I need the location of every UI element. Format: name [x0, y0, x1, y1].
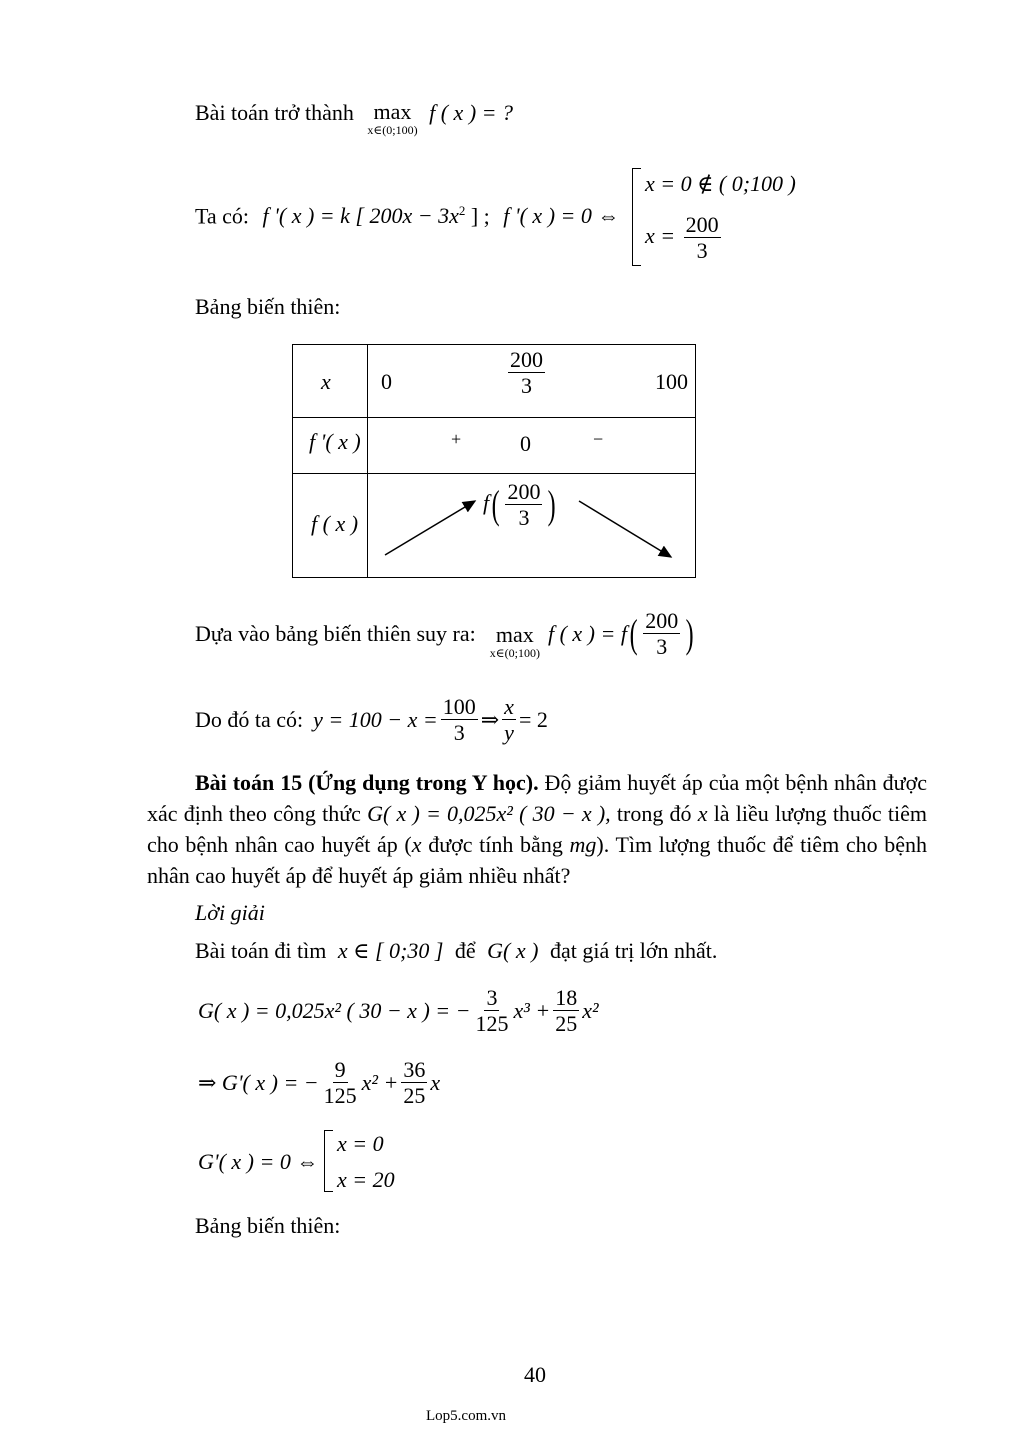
- expression: x³ +: [513, 997, 551, 1023]
- case-1: [645, 171, 796, 197]
- text: ). Tìm lượng thuốc để tiêm cho bệnh nhân cao huyết áp để huyết áp giảm nhiều nhất?: [147, 832, 928, 888]
- x-start: 0: [381, 369, 392, 394]
- max-subscript: x∈(0;100): [367, 123, 418, 138]
- denominator: 125: [323, 1083, 357, 1109]
- problem-restatement: [195, 100, 513, 136]
- result: = 2: [518, 706, 548, 732]
- max-label: max: [495, 621, 534, 647]
- text: x = 0 ∉ ( 0;100 ): [645, 171, 796, 196]
- denominator: 3: [518, 505, 530, 531]
- numerator: 18: [555, 985, 578, 1010]
- domain-expr: x ∈ [ 0;30 ]: [337, 938, 444, 963]
- f-label: f: [483, 489, 490, 515]
- denominator: 3: [696, 238, 708, 264]
- max-operator: [367, 100, 417, 136]
- text: được tính bằng: [428, 832, 563, 857]
- text: trong đó: [616, 801, 692, 826]
- max-subscript: x∈(0;100): [489, 645, 540, 660]
- text: để: [454, 938, 476, 963]
- G-expansion: [198, 985, 599, 1037]
- fraction: [401, 1057, 427, 1109]
- expression: x: [430, 1069, 441, 1095]
- unit: mg: [569, 832, 597, 857]
- x-end: 100: [655, 369, 688, 394]
- sup: 2: [458, 203, 466, 218]
- problem-title: Bài toán 15 (Ứng dụng trong Y học).: [195, 770, 539, 795]
- variation-arrows: [293, 473, 695, 577]
- x-critical: [508, 347, 545, 399]
- expression: y = 100 − x =: [313, 706, 438, 732]
- increasing-arrow-icon: [385, 501, 475, 555]
- max-operator: [490, 623, 540, 659]
- variable: x: [411, 832, 422, 857]
- formula: G( x ) = 0,025x² ( 30 − x ),: [367, 801, 611, 826]
- variation-table: [292, 344, 696, 578]
- G-derivative: [198, 1057, 440, 1109]
- row-label-f: f ( x ): [311, 511, 359, 536]
- bracket-end: ] ;: [470, 203, 490, 229]
- numerator: 3: [486, 985, 498, 1010]
- numerator: 9: [334, 1057, 346, 1082]
- numerator: x: [504, 694, 514, 719]
- text: Bài toán trở thành: [195, 100, 354, 125]
- denominator: 3: [521, 373, 532, 399]
- denominator: 3: [656, 634, 668, 660]
- row-label-x: x: [321, 369, 331, 394]
- expression: f ( x ) = ?: [429, 100, 513, 125]
- derivative-zero: f '( x ) = 0 ⇔: [503, 203, 620, 229]
- numerator: 200: [685, 212, 719, 237]
- footer-site: Lop5.com.vn: [426, 1408, 506, 1424]
- denominator: 3: [453, 720, 465, 746]
- denominator: 25: [555, 1011, 578, 1037]
- implies: ⇒: [480, 706, 500, 732]
- variation-table-label: Bảng biến thiên:: [195, 294, 341, 319]
- text: Độ giảm huyết áp của một bệnh nhân được xác định theo công thức: [147, 770, 928, 826]
- numerator: 200: [510, 347, 543, 372]
- case-2: x = 20: [337, 1167, 395, 1192]
- text: x =: [645, 222, 676, 248]
- paren: (: [629, 610, 638, 656]
- case-bracket: [324, 1130, 325, 1192]
- goal-line: [195, 938, 717, 964]
- denominator: 25: [403, 1083, 426, 1109]
- numerator: 200: [507, 479, 541, 504]
- max-label: max: [373, 99, 412, 124]
- case-bracket: [632, 168, 633, 266]
- decreasing-arrow-icon: [579, 501, 671, 557]
- variation-table-label: Bảng biến thiên:: [195, 1213, 341, 1238]
- paren: (: [491, 481, 500, 527]
- sign-minus: −: [593, 429, 604, 449]
- variable: x: [697, 801, 708, 826]
- text: là liều lượng thuốc tiêm cho bệnh nhân cao huyết áp (: [147, 801, 928, 857]
- sign-zero: 0: [520, 431, 531, 456]
- expression: x²: [582, 997, 599, 1023]
- text: Dựa vào bảng biến thiên suy ra:: [195, 620, 476, 646]
- case-2: [645, 212, 724, 264]
- fraction: [322, 1057, 359, 1109]
- numerator: 200: [645, 608, 679, 633]
- paren: ): [548, 481, 557, 527]
- fraction: [553, 985, 579, 1037]
- text: Bài toán đi tìm: [195, 938, 327, 963]
- fraction: [441, 694, 478, 746]
- numerator: 36: [403, 1057, 426, 1082]
- text: Ta có:: [195, 203, 250, 229]
- fraction: [473, 985, 510, 1037]
- row-label-fprime: f '( x ): [309, 429, 361, 454]
- denominator: y: [504, 720, 514, 746]
- function: G( x ): [487, 938, 539, 963]
- derivative-line: [195, 203, 619, 229]
- table-row-line: [293, 417, 695, 418]
- fraction: [643, 608, 680, 660]
- problem-15: [147, 767, 927, 891]
- text: Do đó ta có:: [195, 706, 304, 732]
- numerator: 100: [442, 694, 476, 719]
- paren: ): [685, 610, 694, 656]
- text: đạt giá trị lớn nhất.: [549, 938, 718, 963]
- expression: ⇒ G'( x ) = −: [198, 1069, 319, 1095]
- expression: f ( x ) = f: [547, 620, 627, 646]
- result-line: [195, 694, 548, 746]
- case-1: x = 0: [337, 1131, 384, 1156]
- solution-heading: Lời giải: [195, 900, 265, 925]
- expression: G( x ) = 0,025x² ( 30 − x ) = −: [198, 997, 471, 1023]
- derivative-expr: f '( x ) = k [ 200x − 3x: [262, 203, 459, 229]
- G-critical-points: G'( x ) = 0 ⇔: [198, 1149, 319, 1174]
- sign-plus: +: [451, 429, 462, 449]
- conclusion-line: [195, 608, 697, 660]
- expression: x² +: [361, 1069, 399, 1095]
- fraction: [684, 212, 721, 264]
- denominator: 125: [475, 1011, 509, 1037]
- fraction: [502, 694, 516, 746]
- page-number: 40: [524, 1362, 546, 1387]
